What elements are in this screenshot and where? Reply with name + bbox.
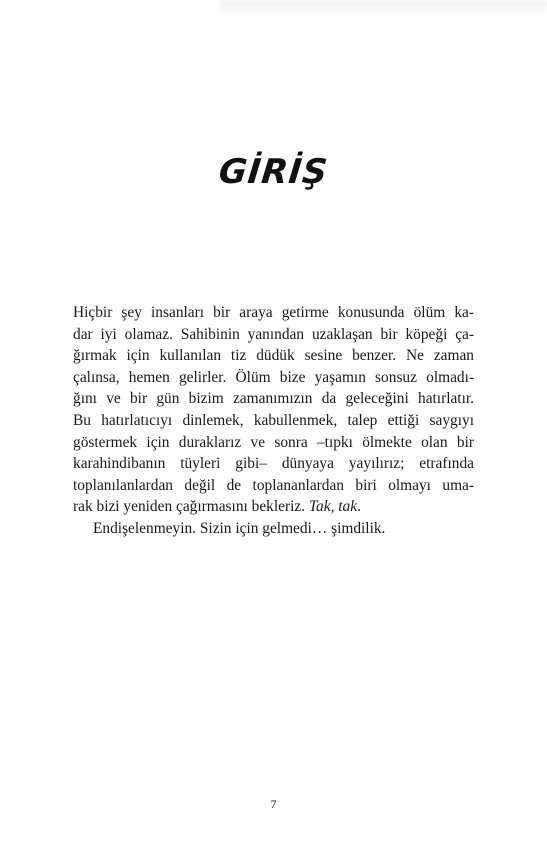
text-segment: .: [357, 498, 361, 516]
text-line-last: [73, 496, 474, 518]
body-text: [73, 302, 474, 540]
text-segment: rak bizi yeniden çağırmasını bekleriz.: [73, 498, 309, 516]
text-line: ğırmak için kullanılan tiz düdük sesine benzer. Ne zaman: [73, 347, 474, 365]
page-number: 7: [270, 797, 277, 811]
text-line: toplanılanlardan değil de toplananlardan biri olmayı uma-: [73, 476, 474, 494]
text-line: karahindibanın tüyleri gibi– dünyaya yayılırız; etrafında: [73, 455, 474, 473]
chapter-title: GİRİŞ: [216, 152, 331, 192]
page-edge-shadow: [220, 0, 547, 14]
text-line: çalınsa, hemen gelirler. Ölüm bize yaşamın sonsuz olmadı-: [73, 368, 474, 386]
text-line: dar iyi olamaz. Sahibinin yanından uzaklaşan bir köpeği ça-: [73, 325, 474, 343]
text-line: Hiçbir şey insanları bir araya getirme konusunda ölüm ka-: [73, 304, 474, 321]
paragraph-2: Endişelenmeyin. Sizin için gelmedi… şimdilik.: [93, 519, 386, 537]
text-line: Bu hatırlatıcıyı dinlemek, kabullenmek, talep ettiği saygıyı: [73, 411, 474, 429]
text-line: göstermek için duraklarız ve sonra –tıpkı ölmekte olan bir: [73, 433, 474, 451]
text-line: ğını ve bir gün bizim zamanımızın da geleceğini hatırlatır.: [73, 390, 474, 408]
italic-text: Tak, tak: [308, 498, 358, 516]
